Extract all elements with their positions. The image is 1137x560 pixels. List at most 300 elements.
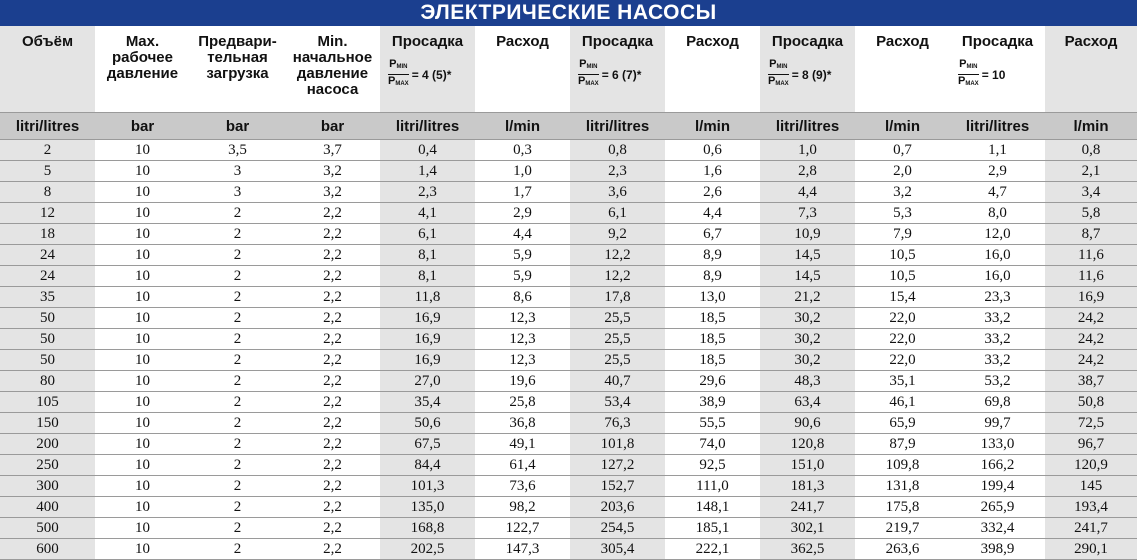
table-cell: 181,3 <box>760 476 855 497</box>
header-flow-4: Расход <box>1045 26 1137 113</box>
table-cell: 168,8 <box>380 518 475 539</box>
table-cell: 6,1 <box>570 203 665 224</box>
table-cell: 13,0 <box>665 287 760 308</box>
table-cell: 67,5 <box>380 434 475 455</box>
table-cell: 15,4 <box>855 287 950 308</box>
table-cell: 10 <box>95 161 190 182</box>
table-cell: 0,4 <box>380 140 475 161</box>
table-cell: 10 <box>95 455 190 476</box>
table-cell: 2,2 <box>285 497 380 518</box>
table-cell: 193,4 <box>1045 497 1137 518</box>
table-cell: 5,9 <box>475 266 570 287</box>
header-drawdown-label: Просадка <box>581 33 654 50</box>
pressure-ratio: $\frac{P_{MIN}}{P_{MAX}}$ = 4 (5)* <box>388 58 452 87</box>
table-cell: 25,5 <box>570 329 665 350</box>
header-drawdown-1 <box>380 26 475 113</box>
table-row <box>0 539 1137 560</box>
table-row <box>0 224 1137 245</box>
table-cell: 16,9 <box>380 308 475 329</box>
table-row <box>0 392 1137 413</box>
table-cell: 10 <box>95 476 190 497</box>
table-cell: 362,5 <box>760 539 855 560</box>
table-cell: 38,7 <box>1045 371 1137 392</box>
table-row <box>0 203 1137 224</box>
table-cell: 4,1 <box>380 203 475 224</box>
ratio-value: = 6 (7)* <box>601 67 642 82</box>
table-cell: 120,9 <box>1045 455 1137 476</box>
table-cell: 175,8 <box>855 497 950 518</box>
table-cell: 72,5 <box>1045 413 1137 434</box>
table-cell: 332,4 <box>950 518 1045 539</box>
table-cell: 10 <box>95 392 190 413</box>
header-drawdown-label: Просадка <box>391 33 464 50</box>
table-cell: 148,1 <box>665 497 760 518</box>
table-cell: 24 <box>0 245 95 266</box>
pressure-ratio: $\frac{P_{MIN}}{P_{MAX}}$ = 6 (7)* <box>578 58 642 87</box>
table-cell: 10 <box>95 350 190 371</box>
table-cell: 10 <box>95 182 190 203</box>
table-cell: 30,2 <box>760 350 855 371</box>
table-cell: 73,6 <box>475 476 570 497</box>
table-cell: 2 <box>190 245 285 266</box>
table-cell: 4,4 <box>760 182 855 203</box>
table-cell: 10 <box>95 329 190 350</box>
table-cell: 16,0 <box>950 266 1045 287</box>
table-cell: 0,8 <box>1045 140 1137 161</box>
table-row <box>0 161 1137 182</box>
pump-table <box>0 26 1137 560</box>
table-cell: 50,8 <box>1045 392 1137 413</box>
table-cell: 222,1 <box>665 539 760 560</box>
table-cell: 101,3 <box>380 476 475 497</box>
unit-cell: bar <box>285 113 380 140</box>
table-cell: 63,4 <box>760 392 855 413</box>
table-cell: 3 <box>190 161 285 182</box>
table-cell: 1,0 <box>760 140 855 161</box>
table-cell: 10 <box>95 539 190 560</box>
table-cell: 84,4 <box>380 455 475 476</box>
table-cell: 8,0 <box>950 203 1045 224</box>
table-cell: 12,2 <box>570 266 665 287</box>
table-cell: 2,2 <box>285 203 380 224</box>
pressure-ratio: $\frac{P_{MIN}}{P_{MAX}}$ = 10 <box>958 58 1006 87</box>
table-cell: 11,6 <box>1045 266 1137 287</box>
header-volume: Объём <box>0 26 95 113</box>
table-cell: 69,8 <box>950 392 1045 413</box>
table-cell: 219,7 <box>855 518 950 539</box>
header-drawdown-3 <box>760 26 855 113</box>
table-cell: 111,0 <box>665 476 760 497</box>
table-cell: 38,9 <box>665 392 760 413</box>
header-preload: Предвари-тельная загрузка <box>190 26 285 113</box>
header-max-pressure: Max. рабочее давление <box>95 26 190 113</box>
table-row <box>0 518 1137 539</box>
table-cell: 10 <box>95 497 190 518</box>
table-cell: 50 <box>0 329 95 350</box>
table-cell: 33,2 <box>950 350 1045 371</box>
table-cell: 33,2 <box>950 308 1045 329</box>
units-row <box>0 113 1137 140</box>
table-cell: 202,5 <box>380 539 475 560</box>
table-row <box>0 287 1137 308</box>
table-cell: 3,7 <box>285 140 380 161</box>
table-cell: 11,6 <box>1045 245 1137 266</box>
table-cell: 109,8 <box>855 455 950 476</box>
table-cell: 2 <box>190 392 285 413</box>
table-cell: 12,3 <box>475 350 570 371</box>
table-row <box>0 182 1137 203</box>
table-cell: 2,3 <box>380 182 475 203</box>
table-cell: 3,5 <box>190 140 285 161</box>
table-cell: 19,6 <box>475 371 570 392</box>
table-cell: 2,2 <box>285 476 380 497</box>
table-cell: 2 <box>190 371 285 392</box>
table-row <box>0 371 1137 392</box>
table-cell: 25,8 <box>475 392 570 413</box>
table-cell: 4,4 <box>665 203 760 224</box>
table-cell: 290,1 <box>1045 539 1137 560</box>
table-cell: 200 <box>0 434 95 455</box>
unit-cell: litri/litres <box>380 113 475 140</box>
table-cell: 1,1 <box>950 140 1045 161</box>
table-cell: 87,9 <box>855 434 950 455</box>
table-cell: 50,6 <box>380 413 475 434</box>
table-cell: 2,2 <box>285 371 380 392</box>
ratio-value: = 10 <box>981 67 1006 82</box>
table-cell: 398,9 <box>950 539 1045 560</box>
table-cell: 3 <box>190 182 285 203</box>
table-cell: 2,2 <box>285 434 380 455</box>
table-cell: 145 <box>1045 476 1137 497</box>
table-cell: 14,5 <box>760 266 855 287</box>
table-cell: 0,8 <box>570 140 665 161</box>
table-cell: 2,2 <box>285 539 380 560</box>
table-cell: 25,5 <box>570 308 665 329</box>
table-cell: 151,0 <box>760 455 855 476</box>
table-cell: 147,3 <box>475 539 570 560</box>
table-cell: 48,3 <box>760 371 855 392</box>
table-cell: 302,1 <box>760 518 855 539</box>
table-cell: 55,5 <box>665 413 760 434</box>
header-drawdown-4 <box>950 26 1045 113</box>
table-row <box>0 497 1137 518</box>
ratio-value: = 8 (9)* <box>791 67 832 82</box>
table-cell: 5,9 <box>475 245 570 266</box>
header-flow-1: Расход <box>475 26 570 113</box>
table-cell: 2,1 <box>1045 161 1137 182</box>
table-row <box>0 329 1137 350</box>
table-row <box>0 434 1137 455</box>
table-cell: 2 <box>0 140 95 161</box>
table-cell: 2 <box>190 350 285 371</box>
table-row <box>0 266 1137 287</box>
unit-cell: litri/litres <box>0 113 95 140</box>
table-cell: 120,8 <box>760 434 855 455</box>
table-cell: 99,7 <box>950 413 1045 434</box>
table-cell: 2 <box>190 308 285 329</box>
table-cell: 2,2 <box>285 350 380 371</box>
table-cell: 11,8 <box>380 287 475 308</box>
table-cell: 5,8 <box>1045 203 1137 224</box>
table-cell: 3,2 <box>285 161 380 182</box>
table-cell: 0,3 <box>475 140 570 161</box>
table-row <box>0 455 1137 476</box>
table-cell: 10,9 <box>760 224 855 245</box>
table-cell: 300 <box>0 476 95 497</box>
table-cell: 30,2 <box>760 329 855 350</box>
table-cell: 24,2 <box>1045 350 1137 371</box>
table-cell: 133,0 <box>950 434 1045 455</box>
table-cell: 29,6 <box>665 371 760 392</box>
table-cell: 96,7 <box>1045 434 1137 455</box>
table-cell: 2,6 <box>665 182 760 203</box>
table-cell: 1,4 <box>380 161 475 182</box>
table-cell: 2 <box>190 434 285 455</box>
unit-cell: litri/litres <box>950 113 1045 140</box>
table-cell: 2 <box>190 224 285 245</box>
table-cell: 2 <box>190 455 285 476</box>
table-cell: 35 <box>0 287 95 308</box>
table-cell: 22,0 <box>855 329 950 350</box>
table-cell: 8,9 <box>665 245 760 266</box>
table-cell: 2 <box>190 539 285 560</box>
table-cell: 50 <box>0 350 95 371</box>
table-cell: 166,2 <box>950 455 1045 476</box>
table-cell: 65,9 <box>855 413 950 434</box>
table-cell: 3,2 <box>285 182 380 203</box>
table-cell: 30,2 <box>760 308 855 329</box>
table-cell: 50 <box>0 308 95 329</box>
pressure-ratio: $\frac{P_{MIN}}{P_{MAX}}$ = 8 (9)* <box>768 58 832 87</box>
table-cell: 8,1 <box>380 266 475 287</box>
header-min-pressure: Min. начальное давление насоса <box>285 26 380 113</box>
table-cell: 76,3 <box>570 413 665 434</box>
table-cell: 5,3 <box>855 203 950 224</box>
table-cell: 101,8 <box>570 434 665 455</box>
table-cell: 12 <box>0 203 95 224</box>
header-drawdown-label: Просадка <box>961 33 1034 50</box>
table-cell: 4,7 <box>950 182 1045 203</box>
table-cell: 2,2 <box>285 245 380 266</box>
table-cell: 6,1 <box>380 224 475 245</box>
table-cell: 27,0 <box>380 371 475 392</box>
table-cell: 22,0 <box>855 308 950 329</box>
table-cell: 61,4 <box>475 455 570 476</box>
table-cell: 18,5 <box>665 308 760 329</box>
unit-cell: l/min <box>665 113 760 140</box>
table-cell: 265,9 <box>950 497 1045 518</box>
table-cell: 10,5 <box>855 266 950 287</box>
table-cell: 12,3 <box>475 308 570 329</box>
table-cell: 1,7 <box>475 182 570 203</box>
table-cell: 2 <box>190 518 285 539</box>
table-cell: 2,2 <box>285 413 380 434</box>
header-drawdown-2 <box>570 26 665 113</box>
table-row <box>0 413 1137 434</box>
table-cell: 3,4 <box>1045 182 1137 203</box>
table-cell: 36,8 <box>475 413 570 434</box>
table-cell: 7,3 <box>760 203 855 224</box>
table-cell: 10 <box>95 203 190 224</box>
table-cell: 203,6 <box>570 497 665 518</box>
unit-cell: l/min <box>855 113 950 140</box>
table-cell: 18,5 <box>665 350 760 371</box>
header-row <box>0 26 1137 113</box>
table-cell: 5 <box>0 161 95 182</box>
table-cell: 2,2 <box>285 266 380 287</box>
unit-cell: l/min <box>1045 113 1137 140</box>
table-cell: 2,2 <box>285 518 380 539</box>
table-cell: 6,7 <box>665 224 760 245</box>
table-body <box>0 140 1137 560</box>
table-cell: 241,7 <box>1045 518 1137 539</box>
table-cell: 2,9 <box>475 203 570 224</box>
table-cell: 16,9 <box>380 350 475 371</box>
table-cell: 22,0 <box>855 350 950 371</box>
table-cell: 7,9 <box>855 224 950 245</box>
table-cell: 40,7 <box>570 371 665 392</box>
table-cell: 10 <box>95 434 190 455</box>
table-cell: 12,2 <box>570 245 665 266</box>
table-cell: 18,5 <box>665 329 760 350</box>
table-cell: 2,0 <box>855 161 950 182</box>
table-cell: 98,2 <box>475 497 570 518</box>
table-cell: 8,6 <box>475 287 570 308</box>
header-drawdown-label: Просадка <box>771 33 844 50</box>
table-cell: 305,4 <box>570 539 665 560</box>
table-cell: 49,1 <box>475 434 570 455</box>
table-cell: 135,0 <box>380 497 475 518</box>
table-cell: 600 <box>0 539 95 560</box>
table-cell: 16,0 <box>950 245 1045 266</box>
table-cell: 122,7 <box>475 518 570 539</box>
table-cell: 2,8 <box>760 161 855 182</box>
table-cell: 4,4 <box>475 224 570 245</box>
table-cell: 8,9 <box>665 266 760 287</box>
table-cell: 10 <box>95 140 190 161</box>
table-cell: 185,1 <box>665 518 760 539</box>
table-cell: 400 <box>0 497 95 518</box>
table-cell: 23,3 <box>950 287 1045 308</box>
table-cell: 90,6 <box>760 413 855 434</box>
table-cell: 9,2 <box>570 224 665 245</box>
table-cell: 0,7 <box>855 140 950 161</box>
table-cell: 53,2 <box>950 371 1045 392</box>
table-cell: 1,0 <box>475 161 570 182</box>
table-cell: 24,2 <box>1045 308 1137 329</box>
table-cell: 10 <box>95 371 190 392</box>
table-title: ЭЛЕКТРИЧЕСКИЕ НАСОСЫ <box>0 0 1137 26</box>
table-cell: 21,2 <box>760 287 855 308</box>
table-cell: 8,1 <box>380 245 475 266</box>
table-cell: 152,7 <box>570 476 665 497</box>
table-cell: 16,9 <box>1045 287 1137 308</box>
table-cell: 263,6 <box>855 539 950 560</box>
table-row <box>0 350 1137 371</box>
table-cell: 2,2 <box>285 308 380 329</box>
table-row <box>0 245 1137 266</box>
table-row <box>0 308 1137 329</box>
table-cell: 10 <box>95 245 190 266</box>
table-cell: 80 <box>0 371 95 392</box>
table-cell: 2 <box>190 413 285 434</box>
unit-cell: l/min <box>475 113 570 140</box>
table-cell: 10 <box>95 518 190 539</box>
table-cell: 2,9 <box>950 161 1045 182</box>
table-cell: 33,2 <box>950 329 1045 350</box>
table-cell: 12,3 <box>475 329 570 350</box>
unit-cell: bar <box>190 113 285 140</box>
table-cell: 3,2 <box>855 182 950 203</box>
table-cell: 10 <box>95 224 190 245</box>
header-flow-3: Расход <box>855 26 950 113</box>
table-cell: 2 <box>190 476 285 497</box>
table-cell: 3,6 <box>570 182 665 203</box>
table-cell: 2,2 <box>285 329 380 350</box>
table-cell: 8 <box>0 182 95 203</box>
table-cell: 254,5 <box>570 518 665 539</box>
table-cell: 2 <box>190 329 285 350</box>
table-cell: 250 <box>0 455 95 476</box>
table-cell: 2,2 <box>285 287 380 308</box>
table-cell: 2,2 <box>285 455 380 476</box>
header-flow-2: Расход <box>665 26 760 113</box>
ratio-value: = 4 (5)* <box>411 67 452 82</box>
table-cell: 24,2 <box>1045 329 1137 350</box>
table-cell: 1,6 <box>665 161 760 182</box>
table-cell: 2,2 <box>285 392 380 413</box>
table-cell: 2 <box>190 497 285 518</box>
table-cell: 131,8 <box>855 476 950 497</box>
table-cell: 92,5 <box>665 455 760 476</box>
table-cell: 105 <box>0 392 95 413</box>
table-cell: 10,5 <box>855 245 950 266</box>
table-cell: 17,8 <box>570 287 665 308</box>
table-cell: 2,3 <box>570 161 665 182</box>
table-row <box>0 476 1137 497</box>
table-cell: 0,6 <box>665 140 760 161</box>
table-cell: 35,1 <box>855 371 950 392</box>
table-cell: 10 <box>95 266 190 287</box>
table-cell: 2,2 <box>285 224 380 245</box>
table-cell: 53,4 <box>570 392 665 413</box>
table-cell: 16,9 <box>380 329 475 350</box>
table-cell: 74,0 <box>665 434 760 455</box>
table-cell: 24 <box>0 266 95 287</box>
table-cell: 10 <box>95 413 190 434</box>
table-cell: 241,7 <box>760 497 855 518</box>
table-cell: 18 <box>0 224 95 245</box>
table-cell: 150 <box>0 413 95 434</box>
unit-cell: bar <box>95 113 190 140</box>
table-cell: 127,2 <box>570 455 665 476</box>
table-cell: 35,4 <box>380 392 475 413</box>
unit-cell: litri/litres <box>760 113 855 140</box>
unit-cell: litri/litres <box>570 113 665 140</box>
table-cell: 46,1 <box>855 392 950 413</box>
table-cell: 199,4 <box>950 476 1045 497</box>
table-cell: 2 <box>190 203 285 224</box>
table-cell: 10 <box>95 308 190 329</box>
table-cell: 14,5 <box>760 245 855 266</box>
table-row <box>0 140 1137 161</box>
table-cell: 8,7 <box>1045 224 1137 245</box>
table-cell: 2 <box>190 287 285 308</box>
table-cell: 12,0 <box>950 224 1045 245</box>
table-cell: 500 <box>0 518 95 539</box>
table-cell: 25,5 <box>570 350 665 371</box>
table-cell: 2 <box>190 266 285 287</box>
